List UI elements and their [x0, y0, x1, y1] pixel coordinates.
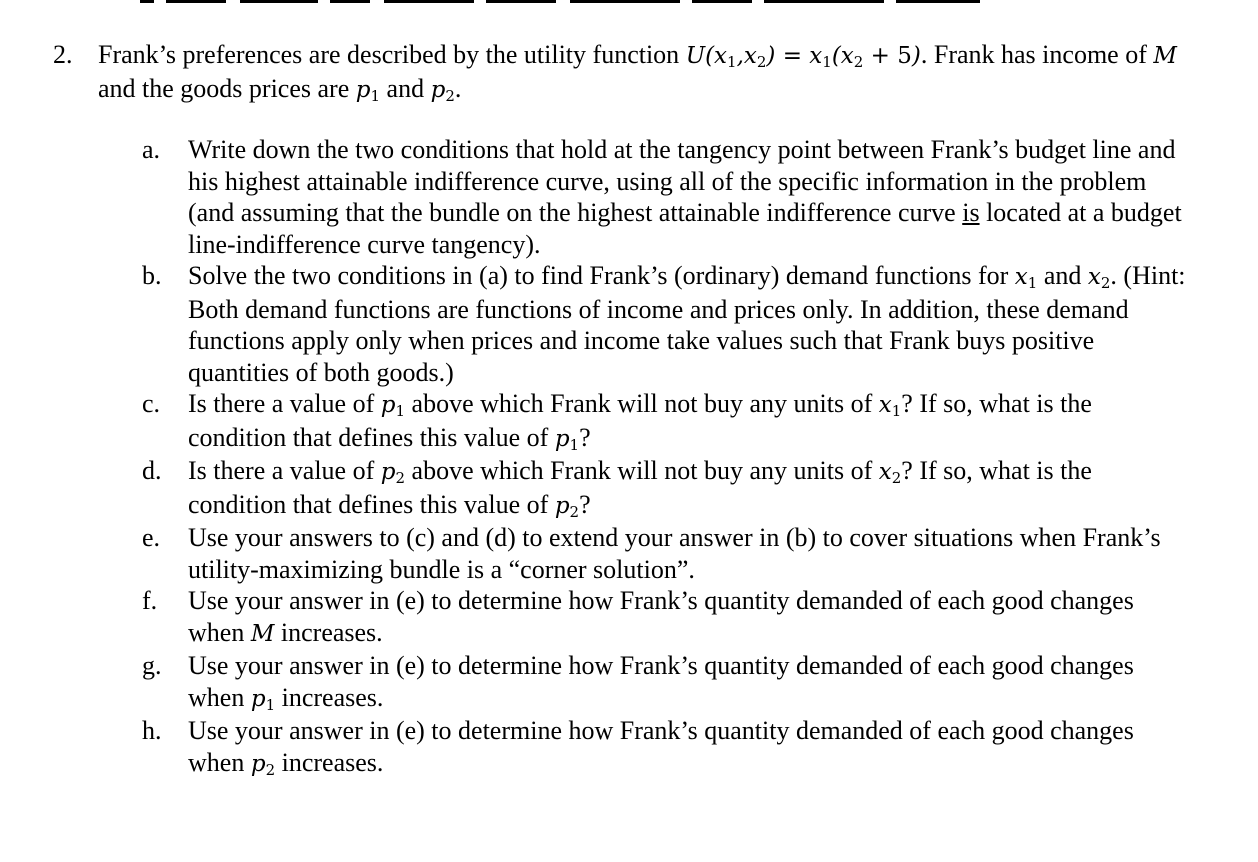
part-h [0, 715, 1258, 780]
utility-function: $U(x_1,x_2) = x_1(x_2 + 5)$ [685, 43, 921, 71]
income-symbol: M [250, 620, 275, 647]
text-run: Use your answer in (e) to determine how Frank’s quantity demanded of each good changes when [188, 586, 1134, 647]
text-run: Write down the two conditions that hold at the tangency point between Frank’s budget line and his highest attainable indifference curve, using all of the specific information in the problem (and assuming that the bundle on the highest attainable indifference curve [188, 135, 1176, 227]
text-run: increases. [275, 682, 384, 712]
intro-text: Frank’s preferences are described by the utility function [98, 40, 686, 69]
price-p2: $p_2$ [250, 750, 276, 779]
part-a [0, 134, 1258, 260]
text-run: Is there a value of [188, 389, 381, 418]
part-letter: f. [142, 586, 158, 615]
text-run: above which Frank will not buy any units of [405, 456, 879, 485]
text-run: Solve the two conditions in (a) to find Frank’s (ordinary) demand functions for [188, 261, 1015, 290]
part-text [188, 650, 1188, 715]
part-text [188, 585, 1188, 650]
good-x2: $x_2$ [1087, 264, 1111, 292]
text-run: Use your answer in (e) to determine how Frank’s quantity demanded of each good changes when [188, 651, 1134, 712]
part-letter: c. [142, 389, 161, 418]
text-run: ? [579, 422, 591, 452]
text-run: ? [579, 489, 591, 519]
part-text [188, 260, 1188, 388]
question-number: 2. [53, 40, 73, 69]
text-run: above which Frank will not buy any units of [405, 389, 879, 418]
income-symbol: M [1153, 43, 1177, 69]
part-letter: b. [142, 261, 162, 290]
text-run: ? If so, what is the condition that defines this value of [188, 456, 1092, 519]
part-letter: e. [142, 523, 161, 552]
text-run: Use your answer in (e) to determine how Frank’s quantity demanded of each good changes when [188, 716, 1134, 777]
part-letter: a. [142, 135, 161, 164]
price-p2: $p_2$ [430, 76, 455, 105]
intro-text: and the goods prices are [98, 73, 356, 103]
price-p1: $p_1$ [380, 392, 406, 420]
text-run: located at a budget line-indifference curve tangency). [188, 198, 1182, 259]
part-letter: h. [142, 716, 162, 745]
price-p1: $p_1$ [355, 76, 381, 105]
price-p1: $p_1$ [554, 425, 580, 454]
intro-text: . [454, 73, 462, 103]
part-letter: g. [142, 651, 162, 680]
part-text [188, 715, 1188, 780]
part-b [0, 260, 1258, 388]
part-f [0, 585, 1258, 650]
intro-text: . Frank has income of [920, 40, 1154, 69]
price-p1: $p_1$ [250, 685, 276, 714]
cropped-text-fragment [140, 0, 1040, 4]
part-text [188, 134, 1188, 260]
good-x2: $x_2$ [878, 459, 902, 487]
part-d [0, 455, 1258, 522]
part-g [0, 650, 1258, 715]
text-run: ? If so, what is the condition that defines this value of [188, 389, 1092, 452]
price-p2: $p_2$ [380, 459, 406, 487]
intro-text: and [380, 73, 431, 103]
part-letter: d. [142, 456, 162, 485]
good-x1: $x_1$ [878, 392, 902, 420]
underlined-word: is [962, 198, 980, 227]
part-c [0, 388, 1258, 455]
question-intro [98, 39, 1208, 106]
text-run: and [1037, 261, 1088, 290]
text-run: increases. [274, 617, 383, 647]
text-run: . (Hint: Both demand functions are functions of income and prices only. In addition, these demand functions apply only when prices and income take values such that Frank buys positive quantities of both goods.) [188, 261, 1186, 387]
part-text [188, 388, 1188, 455]
part-text: Use your answers to (c) and (d) to extend your answer in (b) to cover situations when Frank’s utility-maximizing bundle is a “corner solution”. [188, 523, 1161, 584]
text-run: increases. [275, 747, 384, 777]
sub-question-list [0, 134, 1258, 780]
price-p2: $p_2$ [554, 492, 580, 521]
part-e [0, 522, 1258, 585]
good-x1: $x_1$ [1014, 264, 1038, 292]
text-run: Is there a value of [188, 456, 381, 485]
part-text [188, 455, 1188, 522]
previous-question-cropped-line [140, 0, 1040, 9]
